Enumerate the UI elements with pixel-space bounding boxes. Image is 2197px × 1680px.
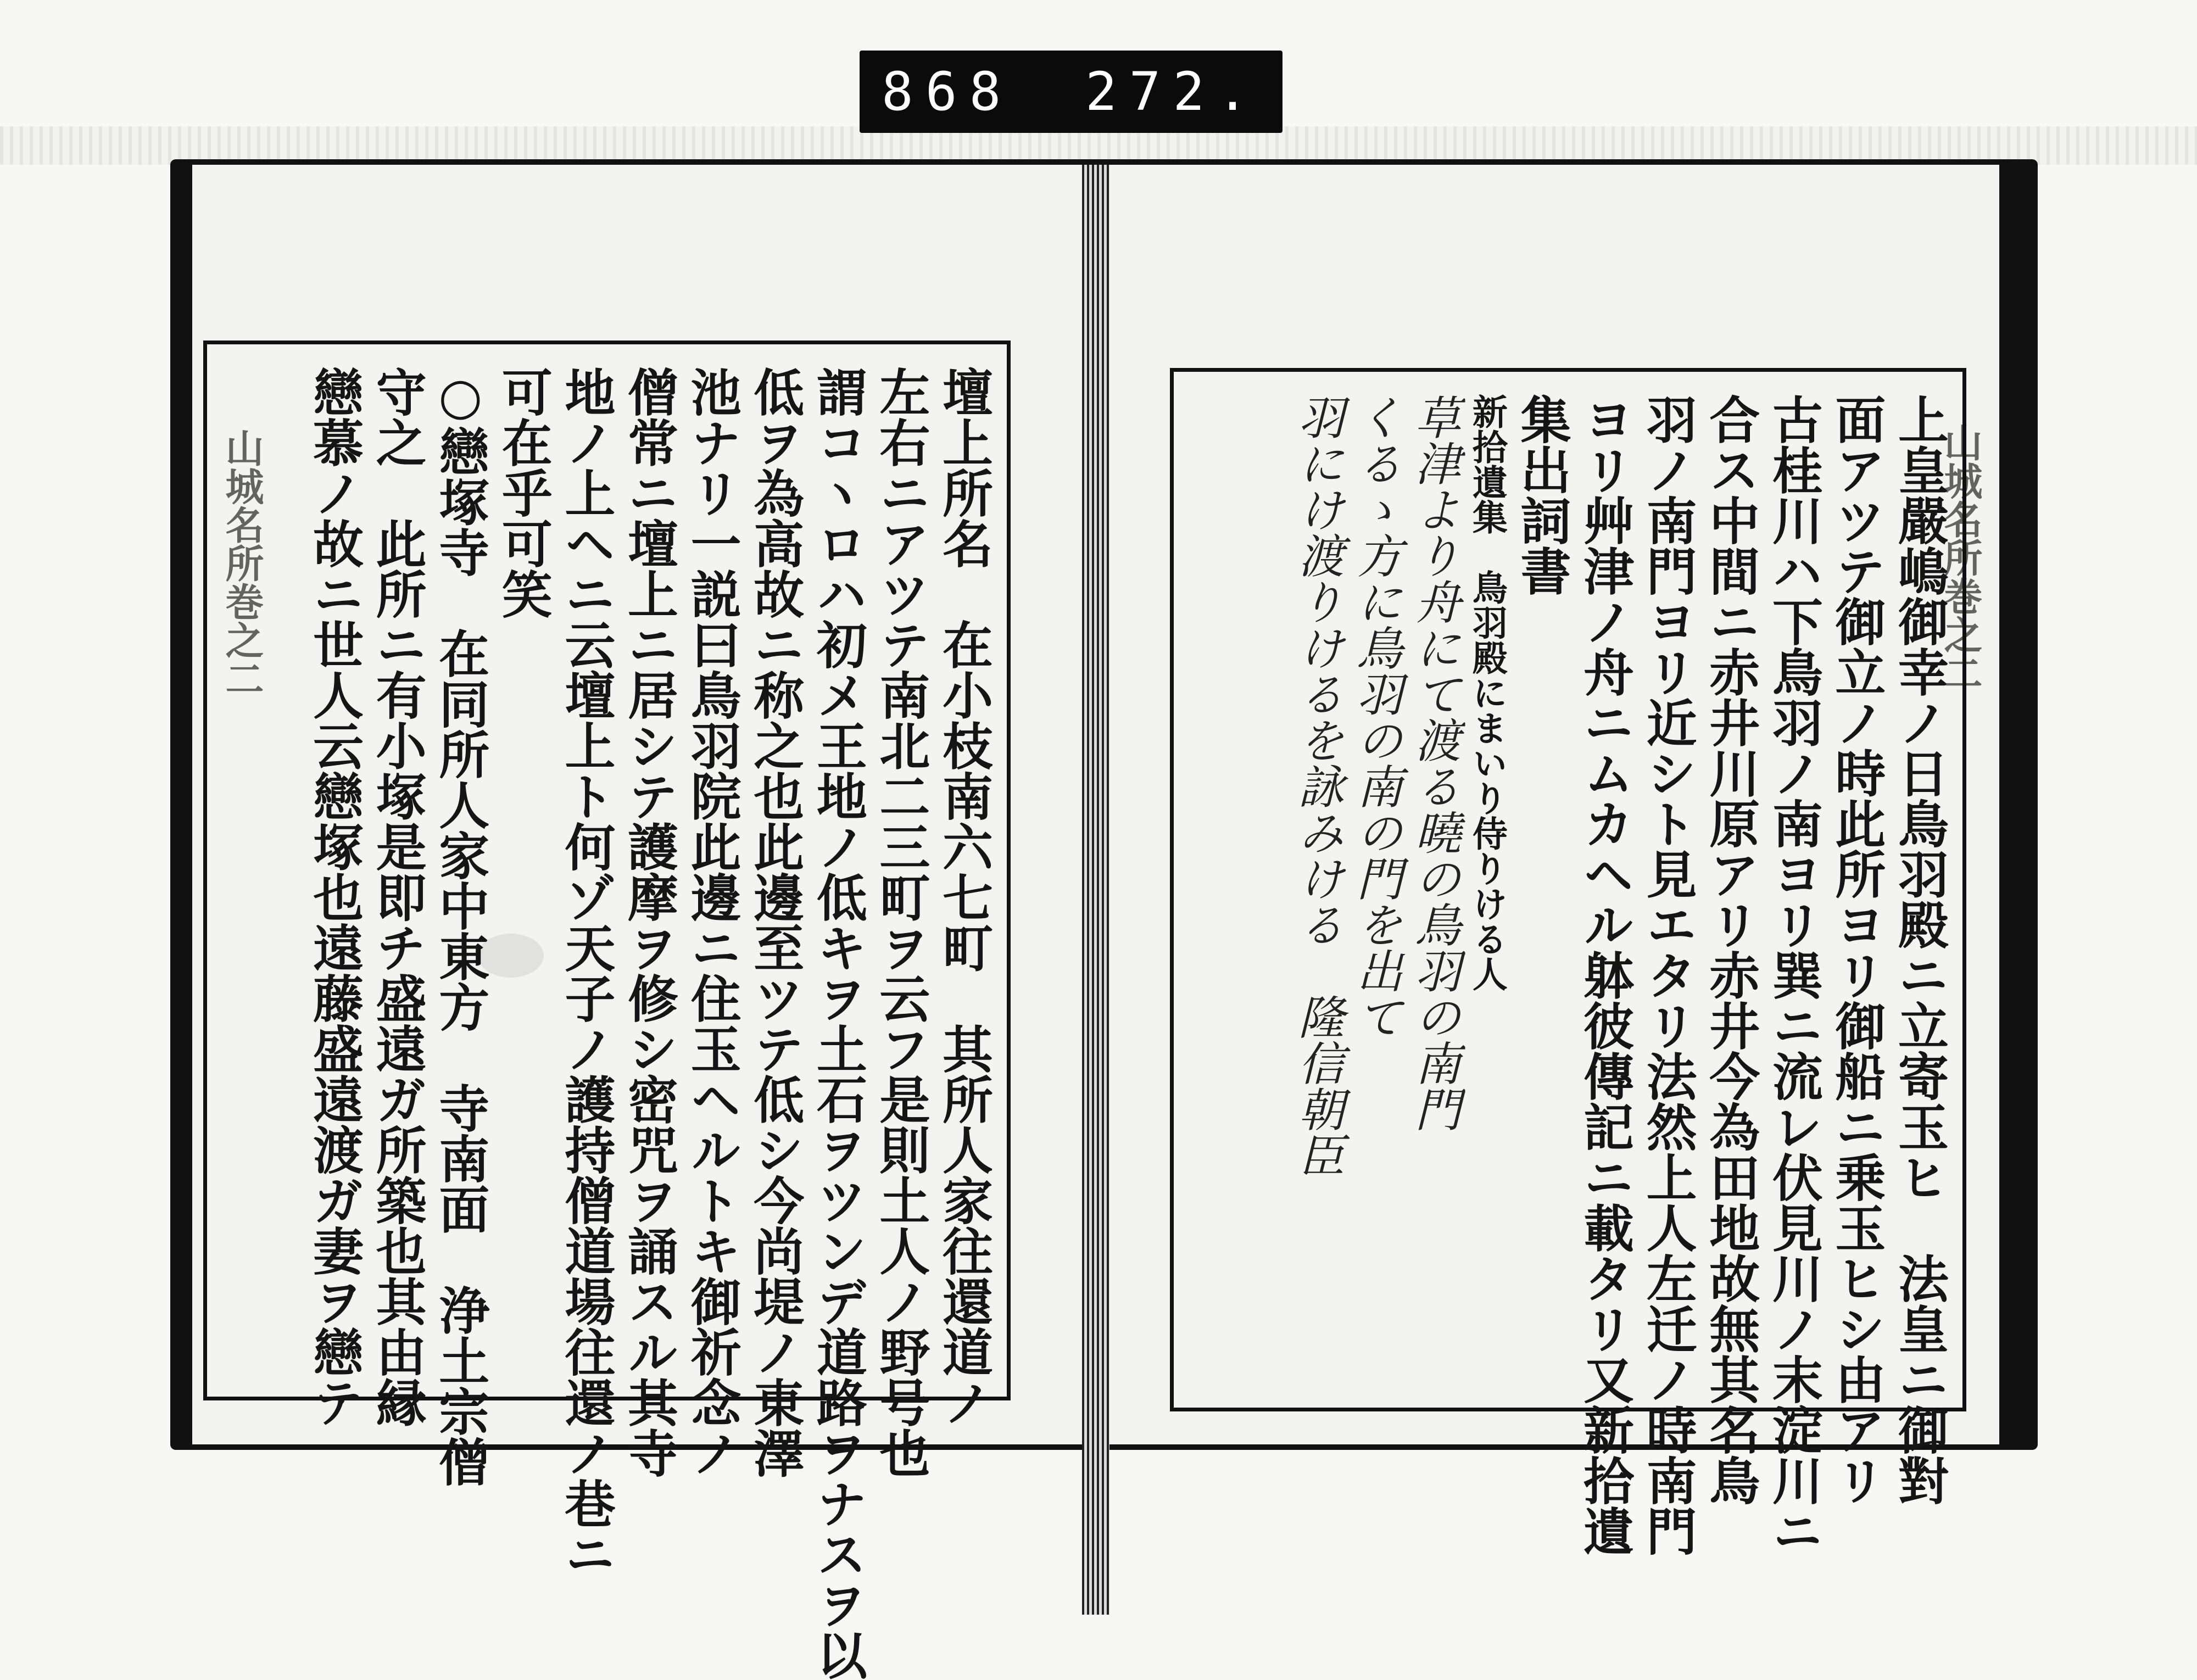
right-text-column: 羽にけ渡りけるを詠みける 隆信朝臣 bbox=[1291, 394, 1345, 1178]
archive-label-bar bbox=[860, 51, 1282, 133]
right-text-column: 新拾遺集 鳥羽殿にまいり侍りける人 bbox=[1466, 394, 1508, 991]
left-text-column: 僧常ニ壇上ニ居シテ護摩ヲ修シ密咒ヲ誦スル其寺 bbox=[620, 366, 679, 1478]
right-text-column: 面アツテ御立ノ時此所ヨリ御船ニ乗玉ヒシ由アリ bbox=[1827, 394, 1887, 1505]
left-text-column: 壇上所名 在小枝南六七町 其所人家往還道ノ bbox=[934, 366, 994, 1427]
left-text-column: 可在乎可笑 bbox=[493, 366, 553, 619]
right-text-frame bbox=[1170, 368, 1966, 1556]
label-number-left: 868 bbox=[882, 61, 1013, 122]
left-text-column: 左右ニアツテ南北二三町ヲ云フ是則土人ノ野号也 bbox=[871, 366, 931, 1478]
right-text-column: 古桂川ハ下鳥羽ノ南ヨリ巽ニ流レ伏見川ノ末淀川ニ bbox=[1764, 394, 1824, 1556]
right-text-column: 草津より舟にて渡る曉の鳥羽の南門 bbox=[1407, 394, 1462, 1132]
book-gutter bbox=[1082, 165, 1109, 1615]
left-columns bbox=[224, 366, 994, 1680]
left-text-column: 池ナリ一説曰鳥羽院此邊ニ住玉ヘルトキ御祈念ノ bbox=[682, 366, 742, 1478]
right-text-column: ヨリ艸津ノ舟ニムカヘル躰彼傳記ニ載タリ又新拾遺 bbox=[1575, 394, 1635, 1556]
right-page bbox=[1109, 165, 1999, 1556]
left-text-column: 低ヲ為高故ニ称之也此邊至ツテ低シ今尚堤ノ東澤 bbox=[745, 366, 805, 1478]
left-text-column: 謂コヽロハ初メ王地ノ低キヲ土石ヲツンデ道路ヲナスヲ以 bbox=[808, 366, 868, 1680]
left-text-column: 戀慕ノ故ニ世人云戀塚也遠藤盛遠渡ガ妻ヲ戀テ bbox=[305, 366, 365, 1427]
right-text-column: 合ス中間ニ赤井川原アリ赤井今為田地故無其名鳥 bbox=[1701, 394, 1761, 1505]
left-text-frame bbox=[203, 341, 1011, 1680]
right-text-column: 羽ノ南門ヨリ近シト見エタリ法然上人左迁ノ時南門 bbox=[1638, 394, 1698, 1556]
right-columns bbox=[1190, 394, 1949, 1556]
paper-stain bbox=[478, 934, 544, 978]
label-number-right: 272. bbox=[1085, 61, 1261, 122]
left-text-column: 地ノ上ヘニ云壇上ト何ゾ天子ノ護持僧道場往還ノ巷ニ bbox=[556, 366, 616, 1579]
right-margin-title: 山城名所巻之二 bbox=[1938, 423, 1983, 692]
right-text-column: 集出詞書 bbox=[1512, 394, 1572, 596]
left-page bbox=[192, 165, 1082, 1680]
left-text-column: 守之 此所ニ有小塚是即チ盛遠ガ所築也其由縁 bbox=[367, 366, 427, 1427]
right-text-column: 上皇嚴嶋御幸ノ日鳥羽殿ニ立寄玉ヒ 法皇ニ御對 bbox=[1890, 394, 1949, 1505]
left-text-column: ○戀塚寺 在同所人家中東方 寺南面 浄土宗僧 bbox=[431, 366, 490, 1487]
right-text-column: くるゝ方に鳥羽の南の門を出て bbox=[1349, 394, 1403, 1040]
left-margin-title: 山城名所巻之二 bbox=[219, 428, 265, 697]
